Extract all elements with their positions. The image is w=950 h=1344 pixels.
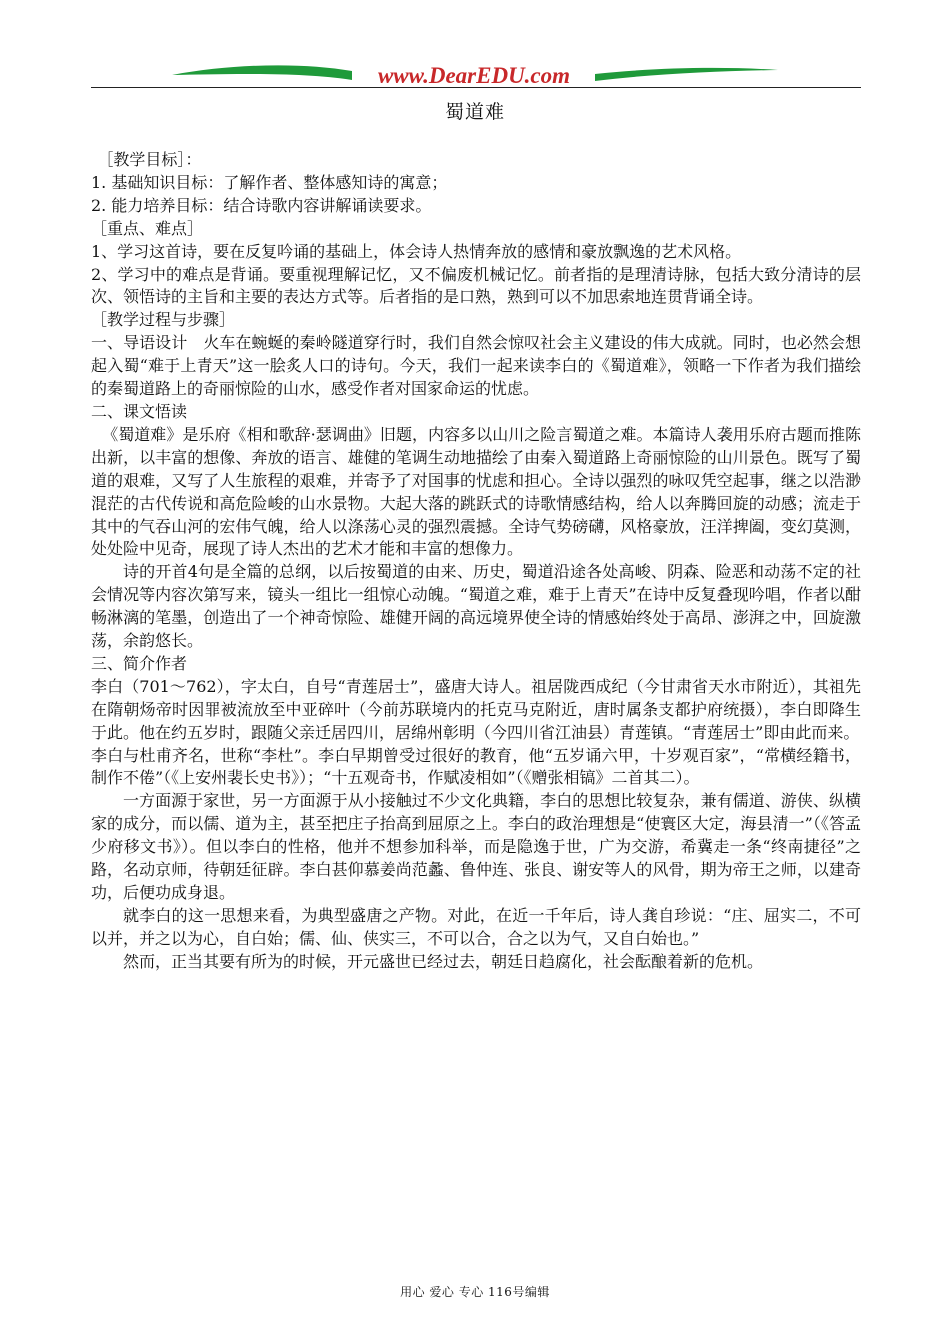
section-heading-author: 三、简介作者 <box>91 653 188 673</box>
page-footer: 用心 爱心 专心 116号编辑 <box>400 1285 550 1299</box>
document-body <box>91 149 861 974</box>
intro-paragraph: 一、导语设计 火车在蜿蜒的秦岭隧道穿行时，我们自然会惊叹社会主义建设的伟大成就。同时，也必然会想起入蜀“难于上青天”这一脍炙人口的诗句。今天，我们一起来读李白的《蜀道难》，领略一下作者为我们描绘的秦蜀道路上的奇丽惊险的山水，感受作者对国家命运的忧虑。 <box>91 333 861 399</box>
goal-item-2: 2. 能力培养目标：结合诗歌内容讲解诵读要求。 <box>91 195 432 215</box>
reading-paragraph-2: 诗的开首4句是全篇的总纲，以后按蜀道的由来、历史，蜀道沿途各处高峻、阴森、险恶和动荡不定的社会情况等内容次第写来，镜头一组比一组惊心动魄。“蜀道之难，难于上青天”在诗中反复叠现吟唱，作者以酣畅淋漓的笔墨，创造出了一个神奇惊险、雄健开阔的高远境界使全诗的情感始终处于高昂、澎湃之中，回旋激荡，余韵悠长。 <box>91 562 861 651</box>
page-title: 蜀道难 <box>444 101 505 123</box>
author-paragraph-3: 一方面源于家世，另一方面源于从小接触过不少文化典籍，李白的思想比较复杂，兼有儒道、游侠、纵横家的成分，而以儒、道为主，甚至把庄子抬高到屈原之上。李白的政治理想是“使寰区大定，海县清一”（《答孟少府移文书》）。但以李白的性格，他并不想参加科举，而是隐逸于世，广为交游，希冀走一条“终南捷径”之路，名动京师，待朝廷征辟。李白甚仰慕姜尚范蠡、鲁仲连、张良、谢安等人的风骨，期为帝王之师，以建奇功，后便功成身退。 <box>91 791 861 902</box>
site-url-text: www.DearEDU.com <box>377 63 571 88</box>
author-paragraph-5: 然而，正当其要有所为的时候，开元盛世已经过去，朝廷日趋腐化，社会酝酿着新的危机。 <box>123 951 764 971</box>
key-point-1: 1、学习这首诗，要在反复吟诵的基础上，体会诗人热情奔放的感情和豪放飘逸的艺术风格。 <box>91 241 742 261</box>
section-heading-key-points: ［重点、难点］ <box>91 218 204 238</box>
key-point-2: 2、学习中的难点是背诵。要重视理解记忆，又不偏废机械记忆。前者指的是理清诗脉，包括大致分清诗的层次、领悟诗的主旨和主要的表达方式等。后者指的是口熟，熟到可以不加思索地连贯背诵全诗。 <box>91 264 861 307</box>
author-paragraph-2: 李白与杜甫齐名，世称“李杜”。李白早期曾受过很好的教育，他“五岁诵六甲，十岁观百家”，“常横经籍书，制作不倦”（《上安州裴长史书》）；“十五观奇书，作赋凌相如”（《赠张相镐》二首其二）。 <box>91 745 861 788</box>
section-heading-process: ［教学过程与步骤］ <box>91 310 236 330</box>
author-paragraph-4: 就李白的这一思想来看，为典型盛唐之产物。对此，在近一千年后，诗人龚自珍说：“庄、屈实二，不可以并，并之以为心，自白始；儒、仙、侠实三，不可以合，合之以为气，又自白始也。” <box>91 905 861 948</box>
header-rule <box>91 87 861 88</box>
section-heading-goals: ［教学目标］： <box>97 150 202 169</box>
section-heading-reading: 二、课文悟读 <box>91 401 188 421</box>
goal-item-1: 1. 基础知识目标：了解作者、整体感知诗的寓意； <box>91 172 448 192</box>
author-paragraph-1: 李白（701～762），字太白，自号“青莲居士”，盛唐大诗人。祖居陇西成纪（今甘肃省天水市附近），其祖先在隋朝炀帝时因罪被流放至中亚碎叶（今前苏联境内的托克马克附近，唐时属条支都护府统摄），李白即降生于此。他在约五岁时，跟随父亲迁居四川，居绵州彰明（今四川省江油县）青莲镇。“青莲居士”即由此而来。 <box>91 676 861 742</box>
reading-paragraph-1: 《蜀道难》是乐府《相和歌辞·瑟调曲》旧题，内容多以山川之险言蜀道之难。本篇诗人袭用乐府古题而推陈出新，以丰富的想像、奔放的语言、雄健的笔调生动地描绘了由秦入蜀道路上奇丽惊险的山川景色。既写了蜀道的艰难，又写了人生旅程的艰难，并寄予了对国事的忧虑和担心。全诗以强烈的咏叹凭空起事，继之以浩渺混茫的古代传说和高危险峻的山水景物。大起大落的跳跃式的诗歌情感结构，给人以奔腾回旋的动感；流走于其中的气吞山河的宏伟气魄，给人以涤荡心灵的强烈震撼。全诗气势磅礴，风格豪放，汪洋捭阖，变幻莫测，处处险中见奇，展现了诗人杰出的艺术才能和丰富的想像力。 <box>91 424 861 559</box>
